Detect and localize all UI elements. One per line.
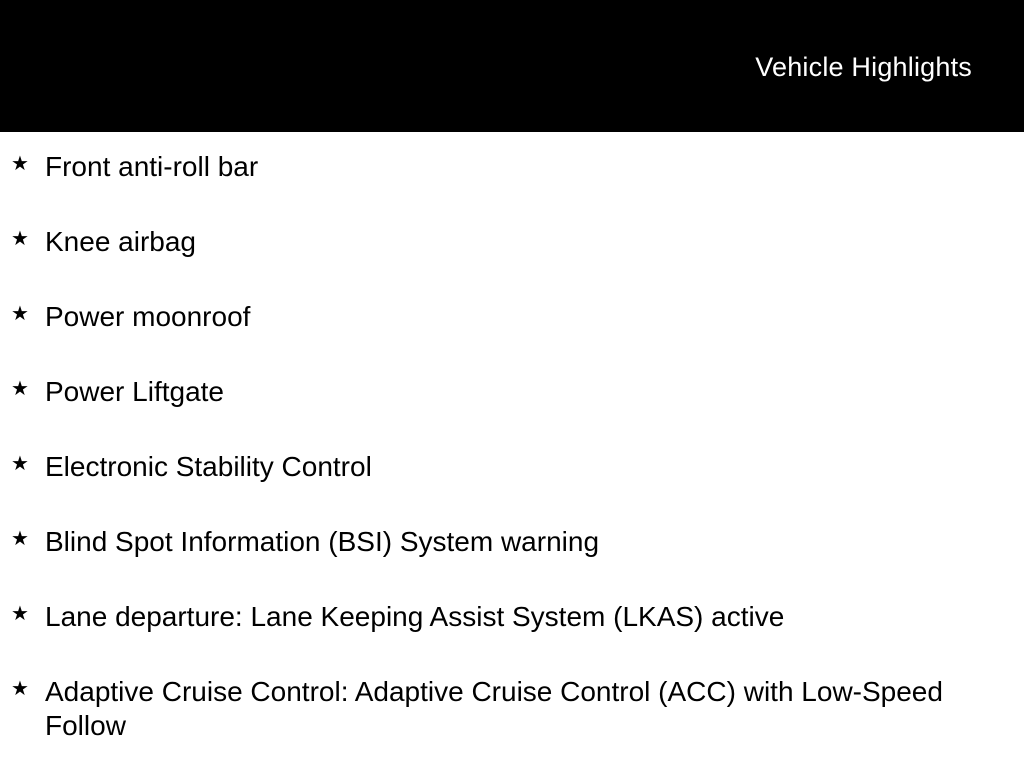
list-item <box>0 600 1024 634</box>
star-icon: ★ <box>11 151 29 175</box>
list-item <box>0 375 1024 409</box>
star-icon: ★ <box>11 526 29 550</box>
star-icon: ★ <box>11 301 29 325</box>
list-item <box>0 150 1024 184</box>
list-item-label: Adaptive Cruise Control: Adaptive Cruise Control (ACC) with Low-Speed Follow <box>45 676 943 741</box>
star-icon: ★ <box>11 451 29 475</box>
list-item <box>0 300 1024 334</box>
header-bar <box>0 0 1024 132</box>
highlights-list <box>0 150 1024 743</box>
star-icon: ★ <box>11 601 29 625</box>
list-item <box>0 450 1024 484</box>
list-item-label: Electronic Stability Control <box>45 451 372 482</box>
star-icon: ★ <box>11 226 29 250</box>
list-item-label: Power moonroof <box>45 301 251 332</box>
list-item-label: Knee airbag <box>45 226 197 257</box>
star-icon: ★ <box>11 676 29 700</box>
list-item-label: Blind Spot Information (BSI) System warning <box>45 526 600 557</box>
list-item <box>0 525 1024 559</box>
list-item <box>0 675 1024 743</box>
list-item-label: Front anti-roll bar <box>45 151 259 182</box>
list-item-label: Power Liftgate <box>45 376 224 407</box>
list-item-label: Lane departure: Lane Keeping Assist System (LKAS) active <box>45 601 785 632</box>
page-title: Vehicle Highlights <box>755 52 972 82</box>
list-item <box>0 225 1024 259</box>
star-icon: ★ <box>11 376 29 400</box>
